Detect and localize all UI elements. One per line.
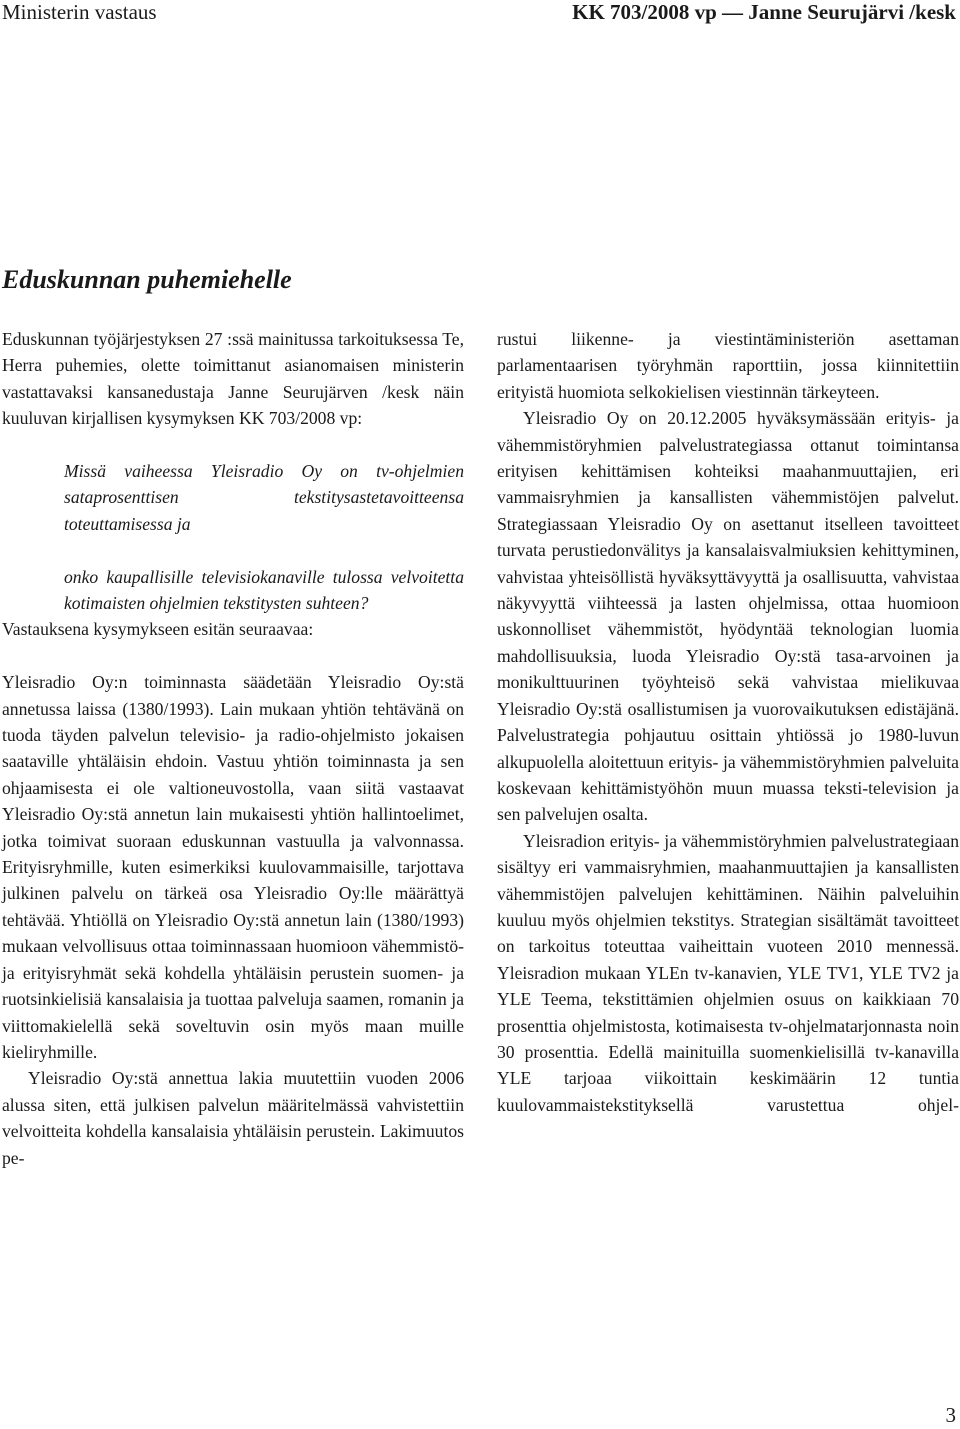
answer-paragraph-5: Yleisradion erityis- ja vähemmistöryhmien palvelustrategiaan sisältyy eri vammaisryhmien, maahanmuuttajien ja kansallisten vähemmistöjen palvelujen kehittäminen. Näihin palveluihin kuuluu myös ohjelmien tekstitys. Strategian sisältämät tavoitteet on tarkoitus toteuttaa vaiheittain vuoteen 2010 mennessä. Yleisradion mukaan YLEn tv-kanavien, YLE TV1, YLE TV2 ja YLE Teema, tekstittämien ohjelmien osuus on kaikkiaan 70 prosenttia ohjelmistosta, kotimaisesta tv-ohjelmatarjonnasta noin 30 prosenttia. Edellä mainituilla suomenkielisillä tv-kanavilla YLE tarjoaa viikoittain keskimäärin 12 tuntia kuulovammaistekstityksellä varustettua ohjel- bbox=[497, 830, 959, 1115]
intro-paragraph: Eduskunnan työjärjestyksen 27 :ssä mainitussa tarkoituksessa Te, Herra puhemies, olette toimittanut asianomaisen ministerin vastattavaksi kansanedustaja Janne Seurujärven /kesk näin kuuluvan kirjallisen kysymyksen KK 703/2008 vp: bbox=[2, 329, 464, 429]
question-1: Missä vaiheessa Yleisradio Oy on tv-ohjelmien sataprosenttisen tekstitysastetavoitteensa toteuttamisessa ja bbox=[64, 461, 464, 534]
answer-paragraph-3: rustui liikenne- ja viestintäministeriön asettaman parlamentaarisen työryhmän raporttiin, jossa kiinnitettiin erityistä huomiota selkokielisen viestinnän tärkeyteen. bbox=[497, 329, 959, 402]
answer-paragraph-2: Yleisradio Oy:stä annettua lakia muutettiin vuoden 2006 alussa siten, että julkisen palvelun määritelmässä vahvistettiin velvoitteita kohdella kansalaisia yhtäläisin perustein. Lakimuutos pe- bbox=[2, 1068, 464, 1168]
page-number: 3 bbox=[945, 1403, 956, 1427]
running-header-left: Ministerin vastaus bbox=[2, 0, 157, 24]
left-column bbox=[2, 326, 464, 1171]
page-title: Eduskunnan puhemiehelle bbox=[2, 265, 292, 294]
right-column bbox=[497, 326, 959, 1118]
question-2: onko kaupallisille televisiokanaville tulossa velvoitetta kotimaisten ohjelmien tekstitysten suhteen? bbox=[64, 566, 464, 614]
answer-intro: Vastauksena kysymykseen esitän seuraavaa: bbox=[2, 619, 314, 640]
running-header-right: KK 703/2008 vp — Janne Seurujärvi /kesk bbox=[572, 0, 956, 24]
answer-paragraph-4: Yleisradio Oy on 20.12.2005 hyväksymässään erityis- ja vähemmistöryhmien palvelustrategiassa ottanut toimintansa erityisen kehittämisen kohteiksi maahanmuuttajien, eri vammaisryhmien ja kansallisten vähemmistöjen palvelut. Strategiassaan Yleisradio Oy on asettanut itselleen tavoitteet turvata perustiedonvälitys ja kansalaisvalmiuksien kehittyminen, vahvistaa yhteisöllistä hyväksyttävyyttä ja osallisuutta, vahvistaa näkyvyyttä viihteessä ja lasten ohjelmissa, ottaa huomioon uskonnolliset vähemmistöt, hyödyntää teknologian luomia mahdollisuuksia, luoda Yleisradio Oy:stä tasa-arvoinen ja monikulttuurinen työyhteisö sekä vahvistaa mielikuvaa Yleisradio Oy:stä osallistumisen ja vuorovaikutuksen edistäjänä. Palvelustrategia pohjautuu osittain yhtiössä jo 1980-luvun alkupuolella aloitettuun erityis- ja vähemmistöryhmien palveluita koskevaan kehittämistyöhön muun muassa teksti-television ja sen palvelujen osalta. bbox=[497, 408, 959, 825]
answer-paragraph-1: Yleisradio Oy:n toiminnasta säädetään Yleisradio Oy:stä annetussa laissa (1380/1993). Lain mukaan yhtiön tehtävänä on tuoda täyden palvelun televisio- ja radio-ohjelmisto jokaisen saataville yhtäläisin ehdoin. Vastuu yhtiön toiminnasta ja sen ohjaamisesta ei ole valtioneuvostolla, vaan siitä vastaavat Yleisradio Oy:stä annetun lain mukaisesti yhtiön hallintoelimet, jotka toimivat suoraan eduskunnan vastuulla ja valvonnassa. Erityisryhmille, kuten esimerkiksi kuulovammaisille, tarjottava julkinen palvelu on tärkeä osa Yleisradio Oy:lle määrättyä tehtävää. Yhtiöllä on Yleisradio Oy:stä annetun lain (1380/1993) mukaan velvollisuus ottaa toiminnassaan huomioon vähemmistö- ja erityisryhmät sekä kohdella yhtäläisin perustein suomen- ja ruotsinkielisiä kansalaisia ja tuottaa palveluja saamen, romanin ja viittomakielellä sekä soveltuvin osin myös maan muille kieliryhmille. bbox=[2, 672, 464, 1062]
